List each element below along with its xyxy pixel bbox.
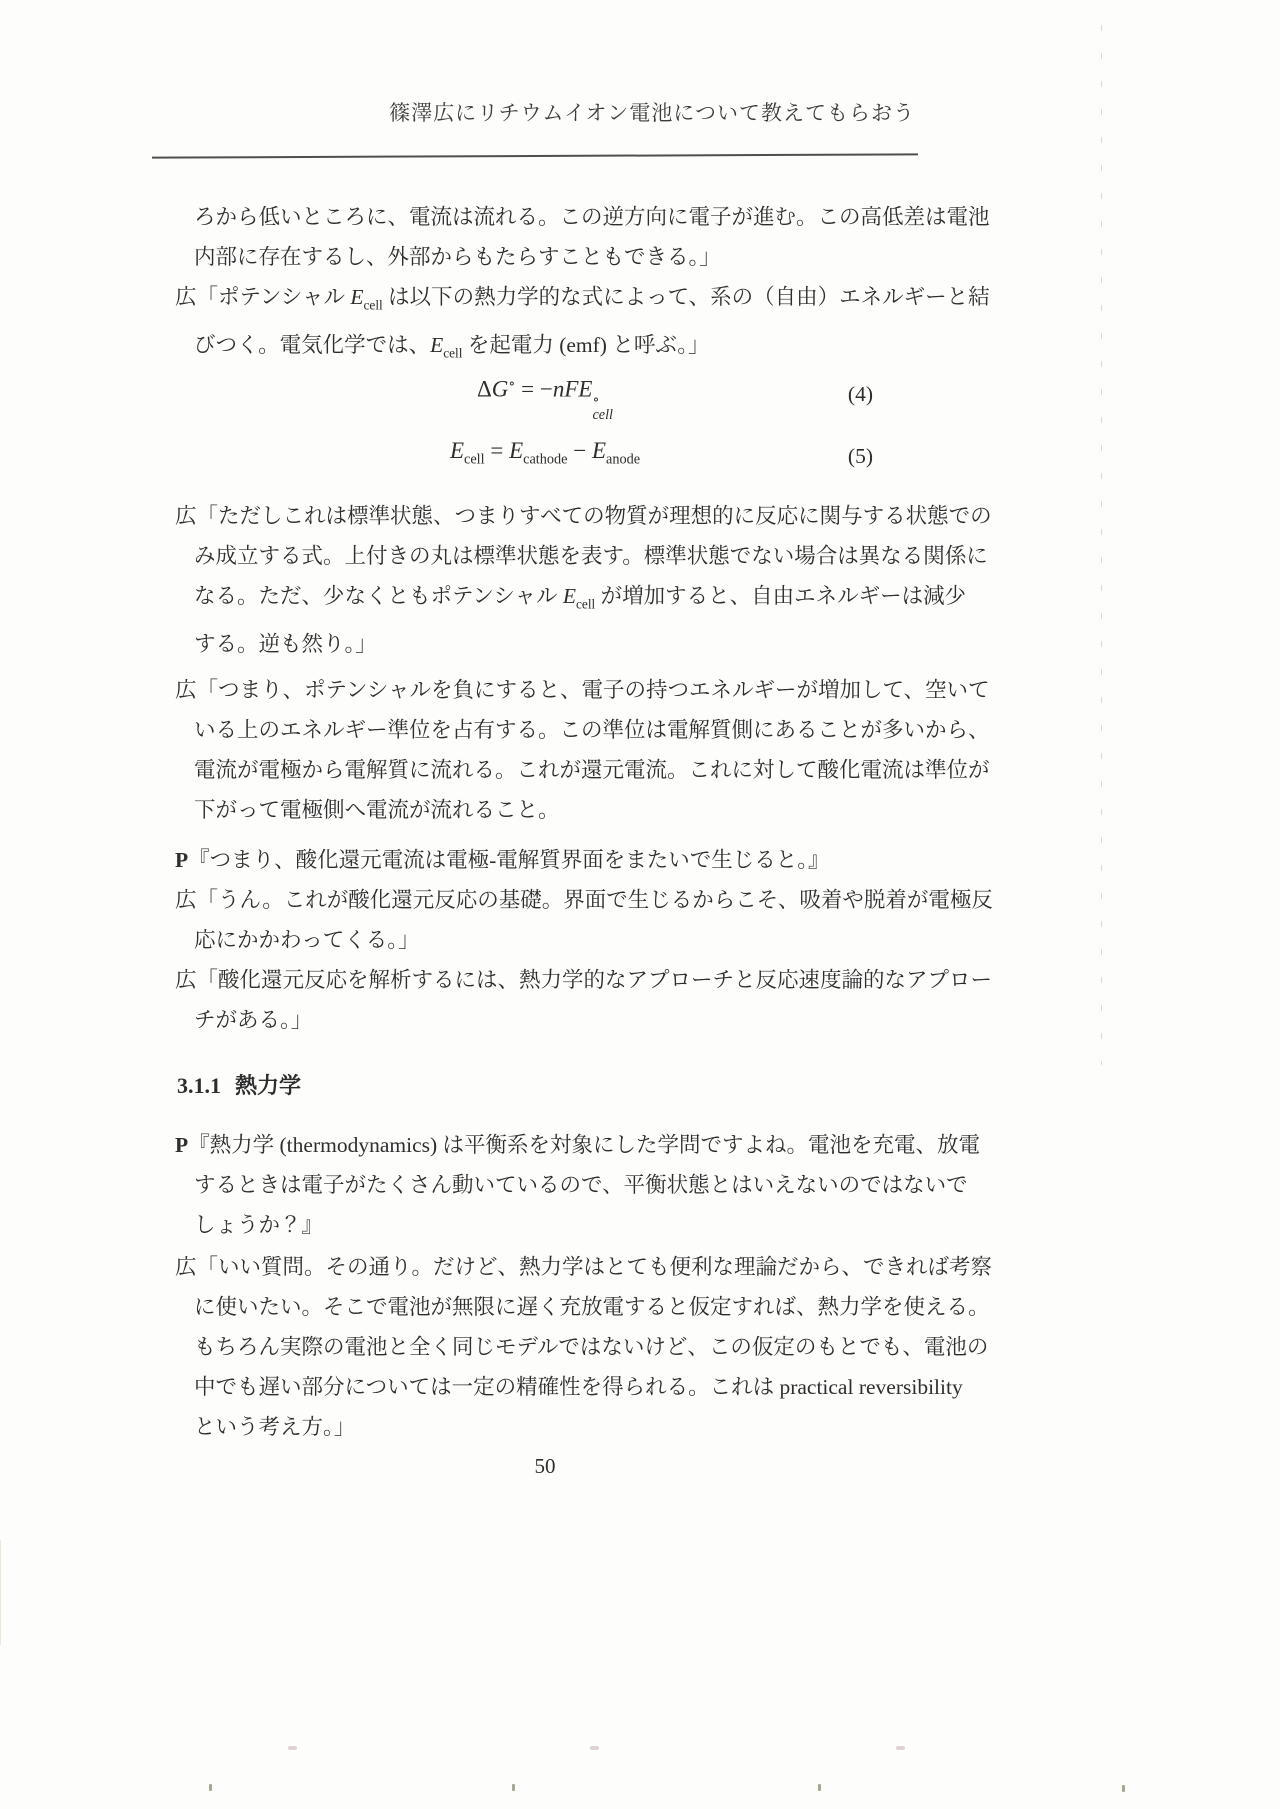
paragraph-hiro-approaches bbox=[175, 960, 993, 1040]
scan-artifact-vertical-fold-line bbox=[1101, 25, 1102, 1065]
text-line: 広「ただしこれは標準状態、つまりすべての物質が理想的に反応に関与する状態での bbox=[175, 503, 992, 528]
paragraph-continued-from-previous-page bbox=[175, 197, 990, 277]
text-line: いる上のエネルギー準位を占有する。この準位は電解質側にあることが多いから、 bbox=[194, 717, 990, 742]
paragraph-hiro-potential bbox=[175, 277, 990, 374]
equation-4-number: (4) bbox=[847, 381, 873, 406]
equation-4-formula: ΔG∘ = −nFE ∘ cell bbox=[476, 375, 614, 424]
equation-4 bbox=[175, 374, 915, 424]
text-line: 広「ポテンシャル $E_{cell}$ は以下の熱力学的な式によって、系の（自由）エネルギーと結 bbox=[175, 285, 990, 313]
page-number: 50 bbox=[534, 1454, 556, 1478]
text-line: するときは電子がたくさん動いているので、平衡状態とはいえないのではないで bbox=[194, 1172, 968, 1197]
scan-artifact-speck bbox=[896, 1746, 905, 1750]
equation-5 bbox=[175, 436, 915, 476]
paragraph-hiro-reduction-current bbox=[175, 670, 990, 830]
text-line: P『つまり、酸化還元電流は電極-電解質界面をまたいで生じると。』 bbox=[175, 847, 830, 872]
text-line: み成立する式。上付きの丸は標準状態を表す。標準状態でない場合は異なる関係に bbox=[194, 543, 988, 568]
text-line: チがある。」 bbox=[194, 1007, 313, 1032]
header-rule bbox=[152, 153, 918, 158]
running-header: 篠澤広にリチウムイオン電池について教えてもらおう bbox=[389, 101, 915, 125]
paragraph-hiro-practical-reversibility bbox=[175, 1247, 993, 1447]
text-line: 中でも遅い部分については一定の精確性を得られる。これは practical reversibility bbox=[194, 1374, 963, 1399]
scan-artifact-speck bbox=[288, 1746, 297, 1750]
scan-artifact-speck bbox=[590, 1746, 599, 1750]
text-line: しょうか？』 bbox=[194, 1212, 324, 1237]
scan-artifact-speck bbox=[512, 1784, 515, 1791]
text-line: もちろん実際の電池と全く同じモデルではないけど、この仮定のもとでも、電池の bbox=[194, 1334, 989, 1359]
text-line: なる。ただ、少なくともポテンシャル $E_{cell}$ が増加すると、自由エネルギーは減少 bbox=[194, 583, 967, 611]
paragraph-hiro-standard-state bbox=[175, 496, 992, 664]
text-line: 内部に存在するし、外部からもたらすこともできる。」 bbox=[194, 245, 721, 269]
text-line: 広「いい質問。その通り。だけど、熱力学はとても便利な理論だから、できれば考察 bbox=[175, 1254, 993, 1279]
text-line: ろから低いところに、電流は流れる。この逆方向に電子が進む。この高低差は電池 bbox=[194, 205, 990, 229]
text-line: P『熱力学 (thermodynamics) は平衡系を対象にした学問ですよね。電池を充電、放電 bbox=[175, 1132, 981, 1157]
scan-artifact-speck bbox=[818, 1784, 821, 1791]
section-heading bbox=[177, 1072, 915, 1100]
paragraph-p-interface bbox=[175, 840, 915, 880]
text-line: 電流が電極から電解質に流れる。これが還元電流。これに対して酸化電流は準位が bbox=[194, 757, 990, 782]
section-number: 3.1.1 bbox=[177, 1072, 221, 1098]
text-line: に使いたい。そこで電池が無限に遅く充放電すると仮定すれば、熱力学を使える。 bbox=[194, 1294, 990, 1319]
scan-artifact-speck bbox=[1122, 1785, 1125, 1792]
equation-5-number: (5) bbox=[847, 443, 873, 468]
text-line: びつく。電気化学では、$E_{cell}$ を起電力 (emf) と呼ぶ。」 bbox=[194, 333, 710, 361]
text-line: 広「うん。これが酸化還元反応の基礎。界面で生じるからこそ、吸着や脱着が電極反 bbox=[175, 887, 993, 912]
text-line: という考え方。」 bbox=[194, 1414, 356, 1439]
paragraph-hiro-redox-basis bbox=[175, 880, 993, 960]
text-line: 広「つまり、ポテンシャルを負にすると、電子の持つエネルギーが増加して、空いて bbox=[175, 677, 990, 702]
equation-5-formula: $E_{cell} = E_{cathode} - E_{anode}$ bbox=[449, 438, 641, 468]
scan-artifact-left-edge-line bbox=[0, 1540, 1, 1645]
text-line: 広「酸化還元反応を解析するには、熱力学的なアプローチと反応速度論的なアプロー bbox=[175, 967, 993, 992]
body-text bbox=[175, 197, 993, 1447]
text-line: 下がって電極側へ電流が流れること。 bbox=[194, 797, 560, 822]
text-line: する。逆も然り。」 bbox=[194, 631, 377, 656]
scan-artifact-speck bbox=[209, 1784, 212, 1791]
section-title: 熱力学 bbox=[235, 1072, 302, 1098]
text-line: 応にかかわってくる。」 bbox=[194, 927, 420, 952]
paragraph-p-thermodynamics-question bbox=[175, 1125, 981, 1245]
